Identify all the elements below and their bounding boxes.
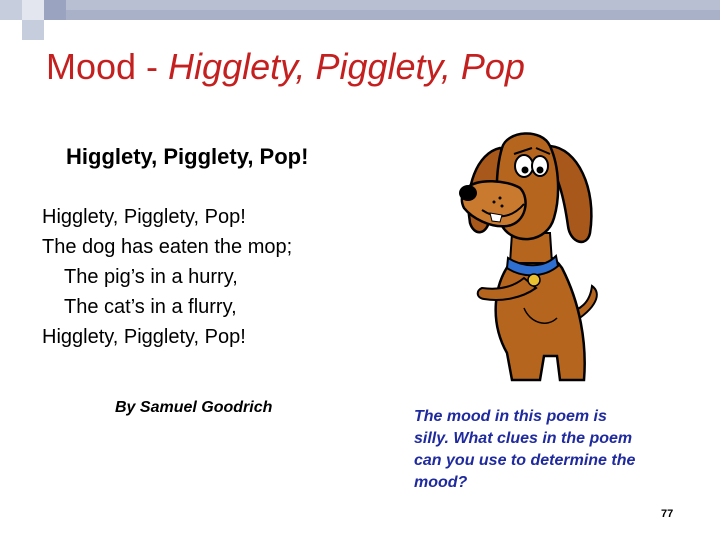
poem-line: The pig’s in a hurry, bbox=[64, 266, 238, 288]
poem-body bbox=[42, 202, 292, 352]
title-prefix: Mood - bbox=[46, 46, 169, 87]
slide-title bbox=[46, 46, 525, 88]
poem-line: Higglety, Pigglety, Pop! bbox=[42, 206, 246, 228]
discussion-question: The mood in this poem is silly. What clues in the poem can you use to determine the mood? bbox=[414, 408, 636, 491]
poem-author: By Samuel Goodrich bbox=[115, 399, 273, 416]
poem-line: The cat’s in a flurry, bbox=[64, 296, 237, 318]
cartoon-dog-icon bbox=[452, 118, 617, 390]
header-decoration bbox=[0, 0, 720, 40]
page-number: 77 bbox=[661, 508, 674, 520]
title-poem-name: Higglety, Pigglety, Pop bbox=[168, 46, 525, 87]
poem-line: Higglety, Pigglety, Pop! bbox=[42, 326, 246, 348]
poem-line: The dog has eaten the mop; bbox=[42, 236, 293, 258]
poem-title: Higglety, Pigglety, Pop! bbox=[66, 144, 309, 169]
